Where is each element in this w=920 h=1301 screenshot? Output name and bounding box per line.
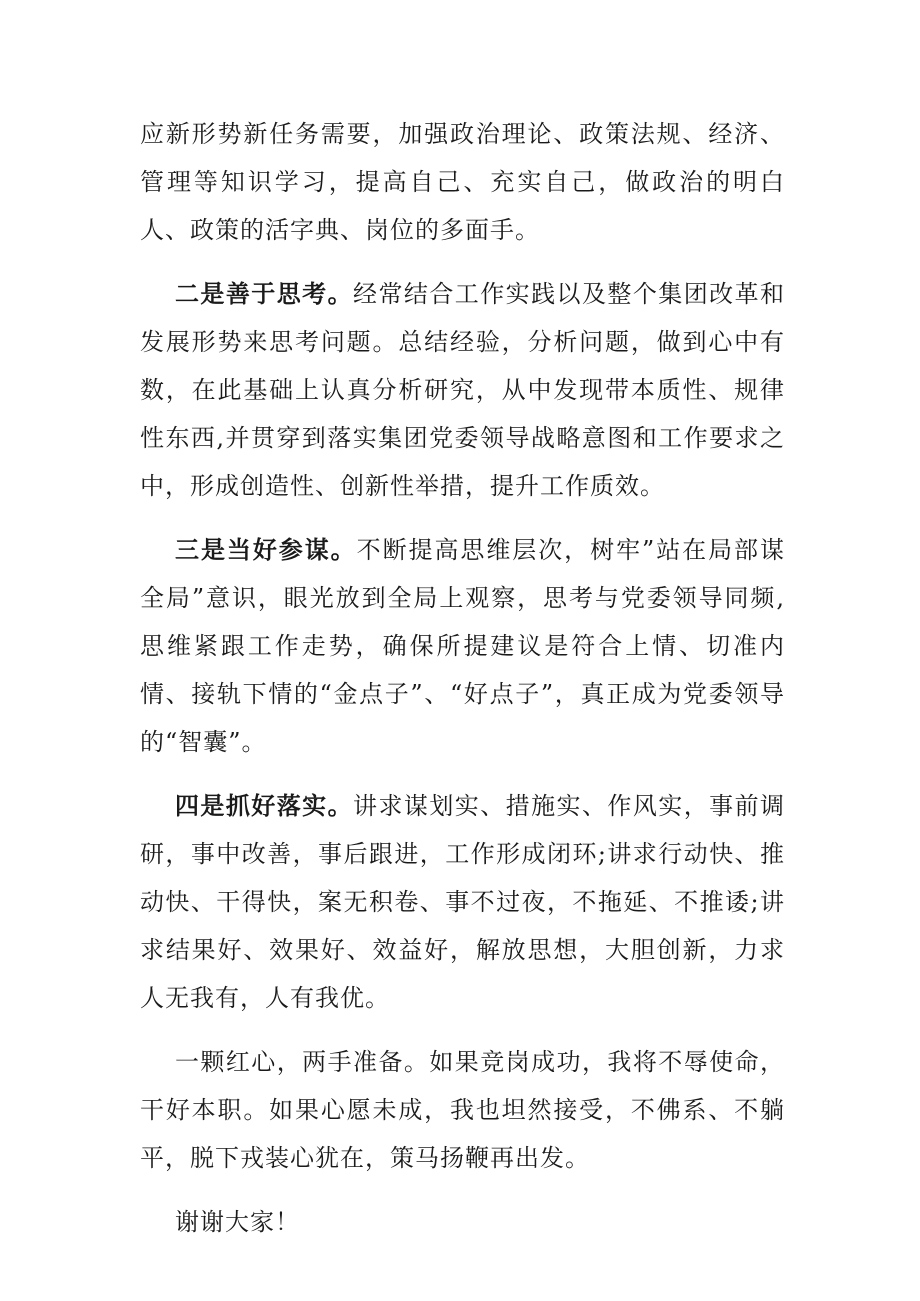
paragraph-continuation (140, 110, 785, 254)
paragraph-thanks (140, 1198, 785, 1246)
document-page (140, 110, 785, 1262)
paragraph-think (140, 270, 785, 510)
paragraph-lead: 二是善于思考。 (175, 279, 354, 308)
paragraph-advisor (140, 526, 785, 766)
paragraph-text: 应新形势新任务需要，加强政治理论、政策法规、经济、管理等知识学习，提高自己、充实自己，做政治的明白人、政策的活字典、岗位的多面手。 (140, 120, 785, 244)
paragraph-implement (140, 782, 785, 1022)
paragraph-text: 经常结合工作实践以及整个集团改革和发展形势来思考问题。总结经验，分析问题，做到心中有数，在此基础上认真分析研究，从中发现带本质性、规律性东西,并贯穿到落实集团党委领导战略意图和工作要求之中，形成创造性、创新性举措，提升工作质效。 (140, 280, 786, 500)
paragraph-text: 讲求谋划实、措施实、作风实，事前调研，事中改善，事后跟进，工作形成闭环;讲求行动快、推动快、干得快，案无积卷、事不过夜，不拖延、不推诿;讲求结果好、效果好、效益好，解放思想，大胆创新，力求人无我有，人有我优。 (140, 792, 786, 1012)
paragraph-text: 不断提高思维层次，树牢”站在局部谋全局”意识，眼光放到全局上观察，思考与党委领导同频,思维紧跟工作走势，确保所提建议是符合上情、切准内情、接轨下情的“金点子”、“好点子”，真正成为党委领导的“智囊”。 (140, 536, 786, 756)
paragraph-lead: 三是当好参谋。 (175, 535, 357, 564)
paragraph-lead: 四是抓好落实。 (175, 791, 354, 820)
paragraph-text: 谢谢大家！ (175, 1208, 300, 1236)
paragraph-text: 一颗红心，两手准备。如果竞岗成功，我将不辱使命，干好本职。如果心愿未成，我也坦然接受，不佛系、不躺平，脱下戎装心犹在，策马扬鞭再出发。 (140, 1048, 785, 1172)
paragraph-closing (140, 1038, 785, 1182)
